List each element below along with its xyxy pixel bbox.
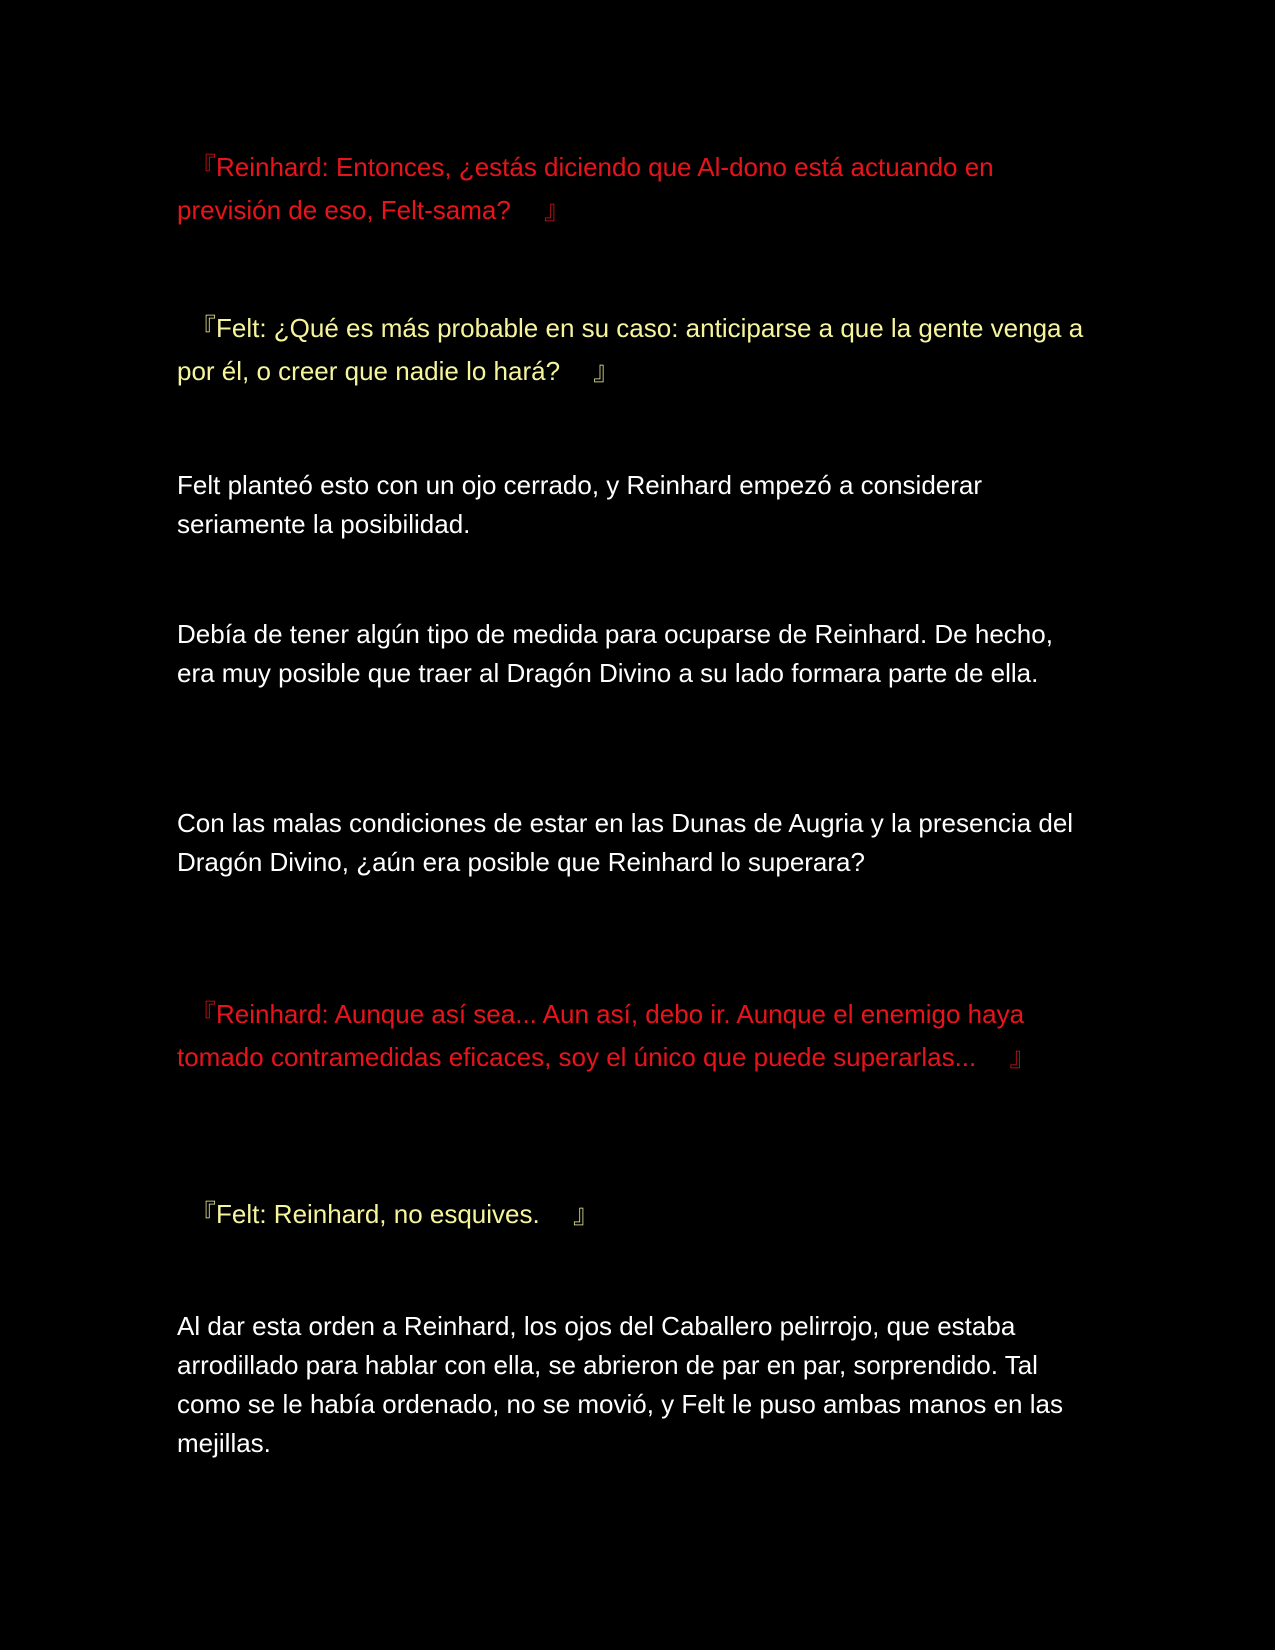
dialogue-felt-1: 『Felt: ¿Qué es más probable en su caso: anticiparse a que la gente venga a por él, o creer que nadie lo hará? 』 bbox=[177, 313, 1084, 386]
narration-paragraph-1: Felt planteó esto con un ojo cerrado, y Reinhard empezó a considerar seriamente la posibilidad. bbox=[177, 470, 983, 539]
dialogue-felt-2: 『Felt: Reinhard, no esquives. 』 bbox=[177, 1199, 599, 1229]
dialogue-reinhard-1: 『Reinhard: Entonces, ¿estás diciendo que Al-dono está actuando en previsión de eso, Felt-sama? 』 bbox=[177, 152, 994, 225]
narration-paragraph-4: Al dar esta orden a Reinhard, los ojos del Caballero pelirrojo, que estaba arrodillado para hablar con ella, se abrieron de par en par, sorprendido. Tal como se le había ordenado, no se movió, y Felt le puso ambas manos en las mejillas. bbox=[177, 1311, 1063, 1458]
narration-paragraph-3: Con las malas condiciones de estar en las Dunas de Augria y la presencia del Dragón Divino, ¿aún era posible que Reinhard lo superara? bbox=[177, 808, 1074, 877]
dialogue-reinhard-2: 『Reinhard: Aunque así sea... Aun así, debo ir. Aunque el enemigo haya tomado contramedidas eficaces, soy el único que puede superarlas... 』 bbox=[177, 999, 1036, 1072]
narration-paragraph-2: Debía de tener algún tipo de medida para ocuparse de Reinhard. De hecho, era muy posible que traer al Dragón Divino a su lado formara parte de ella. bbox=[177, 619, 1053, 688]
